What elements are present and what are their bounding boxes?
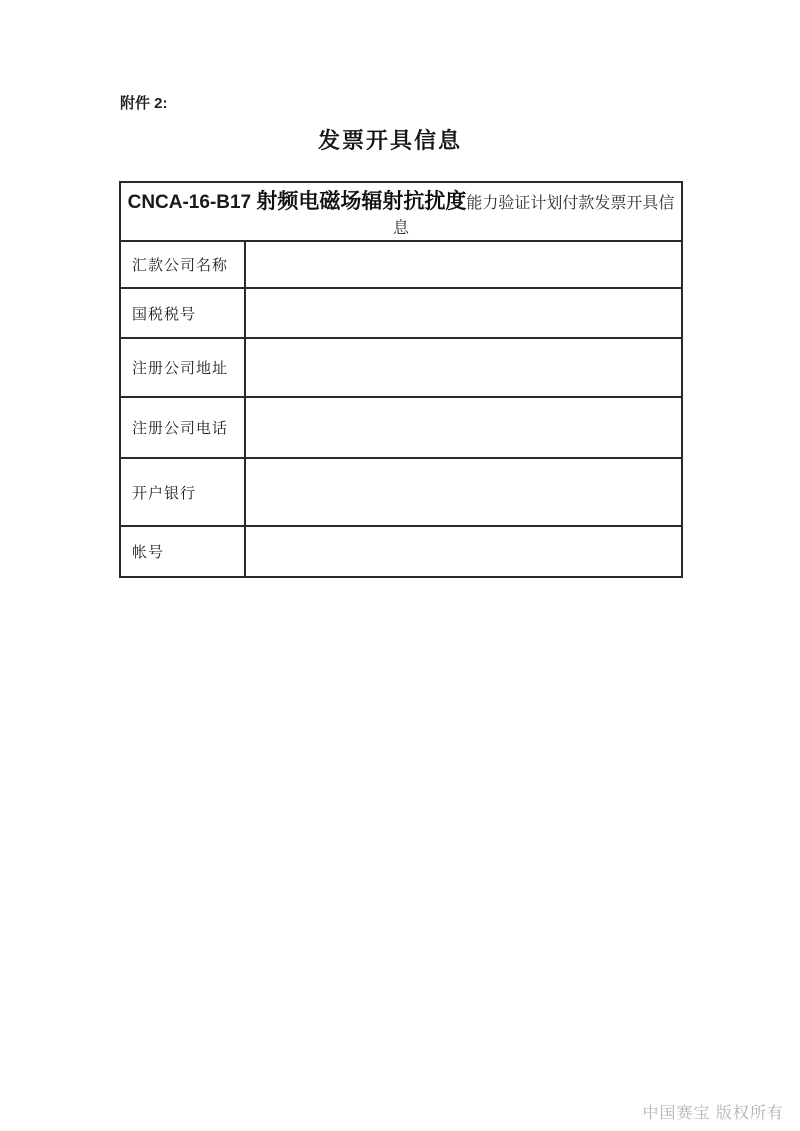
row-label-bank: 开户银行 [120, 458, 245, 526]
attachment-label: 附件 2: [120, 95, 168, 112]
table-row [120, 338, 682, 397]
row-value-tax-number [245, 288, 682, 338]
invoice-info-table [119, 181, 683, 578]
copyright-watermark: 中国赛宝 版权所有 [642, 1105, 784, 1122]
plan-code-text: CNCA-16-B17 [127, 192, 257, 213]
table-row [120, 241, 682, 288]
row-label-registered-phone: 注册公司电话 [120, 397, 245, 458]
row-value-account-number [245, 526, 682, 577]
table-header-row [120, 182, 682, 241]
page-title: 发票开具信息 [317, 128, 462, 153]
row-label-remitting-company: 汇款公司名称 [120, 241, 245, 288]
header-suffix-text: 能力验证计划付款发票开具信息 [393, 195, 675, 237]
table-row [120, 526, 682, 577]
row-value-registered-phone [245, 397, 682, 458]
row-label-account-number: 帐号 [120, 526, 245, 577]
table-row [120, 288, 682, 338]
row-value-remitting-company [245, 241, 682, 288]
table-row [120, 397, 682, 458]
row-value-bank [245, 458, 682, 526]
row-label-tax-number: 国税税号 [120, 288, 245, 338]
table-header-cell [120, 182, 682, 241]
row-value-registered-address [245, 338, 682, 397]
row-label-registered-address: 注册公司地址 [120, 338, 245, 397]
plan-name-text: 射频电磁场辐射抗扰度 [256, 190, 467, 213]
table-row [120, 458, 682, 526]
